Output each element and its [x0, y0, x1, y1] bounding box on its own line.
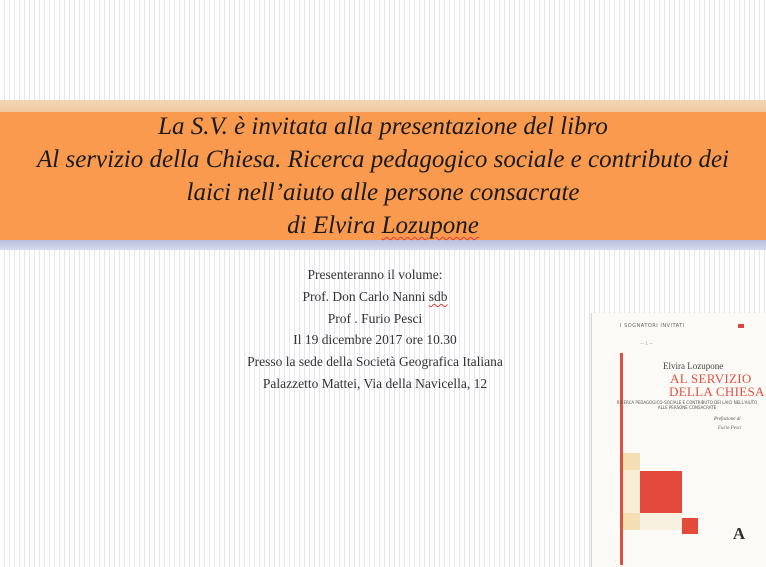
author-line: [0, 209, 766, 242]
book-title-line-1: Al servizio della Chiesa. Ricerca pedagogico sociale e contributo dei: [37, 146, 729, 173]
cover-subtitle: RICERCA PEDAGOGICO-SOCIALE E CONTRIBUTO DEI LAICI NELL'AIUTO ALLE PERSONE CONSACRATE: [616, 400, 758, 410]
cover-square-beige-2: [623, 470, 640, 514]
cover-author: Elvira Lozupone: [663, 361, 724, 371]
author-surname: Lozupone: [381, 212, 479, 239]
cover-title-line-2: DELLA CHIESA: [669, 384, 765, 399]
publisher-logo: A: [732, 524, 746, 543]
cover-square-beige-3: [623, 513, 640, 530]
presenter-1-suffix: sdb: [428, 288, 448, 304]
event-venue: Presso la sede della Società Geografica Italiana: [247, 354, 503, 370]
book-cover-image: [591, 313, 766, 567]
author-prefix: di Elvira: [287, 212, 382, 239]
cover-series: I SOGNATORI INVITATI: [620, 323, 685, 329]
presenter-1: [210, 286, 540, 308]
cover-preface-author: Furio Pesci: [718, 426, 742, 431]
event-address: Palazzetto Mattei, Via della Navicella, 12: [262, 375, 488, 391]
cover-preface-label: Prefazione di: [714, 417, 741, 422]
presenter-1-name: Prof. Don Carlo Nanni: [302, 288, 429, 304]
invitation-headline: [0, 110, 766, 242]
presenter-2: Prof . Furio Pesci: [327, 310, 423, 326]
cover-number-mark: — 1 —: [640, 341, 654, 346]
presenters-intro: Presenteranno il volume:: [307, 267, 443, 282]
cover-square-beige-4: [640, 513, 682, 530]
cover-square-red-small: [682, 518, 698, 534]
event-date: Il 19 dicembre 2017 ore 10.30: [293, 332, 457, 348]
event-details: [210, 264, 540, 395]
book-title-line-2: laici nell’aiuto alle persone consacrate: [186, 179, 580, 206]
cover-title-line-1: AL SERVIZIO: [670, 371, 752, 386]
cover-square-red-large: [640, 471, 682, 513]
cover-square-beige-1: [623, 453, 640, 470]
cover-series-mark: [738, 324, 744, 328]
invitation-line-1: La S.V. è invitata alla presentazione del libro: [158, 113, 608, 140]
